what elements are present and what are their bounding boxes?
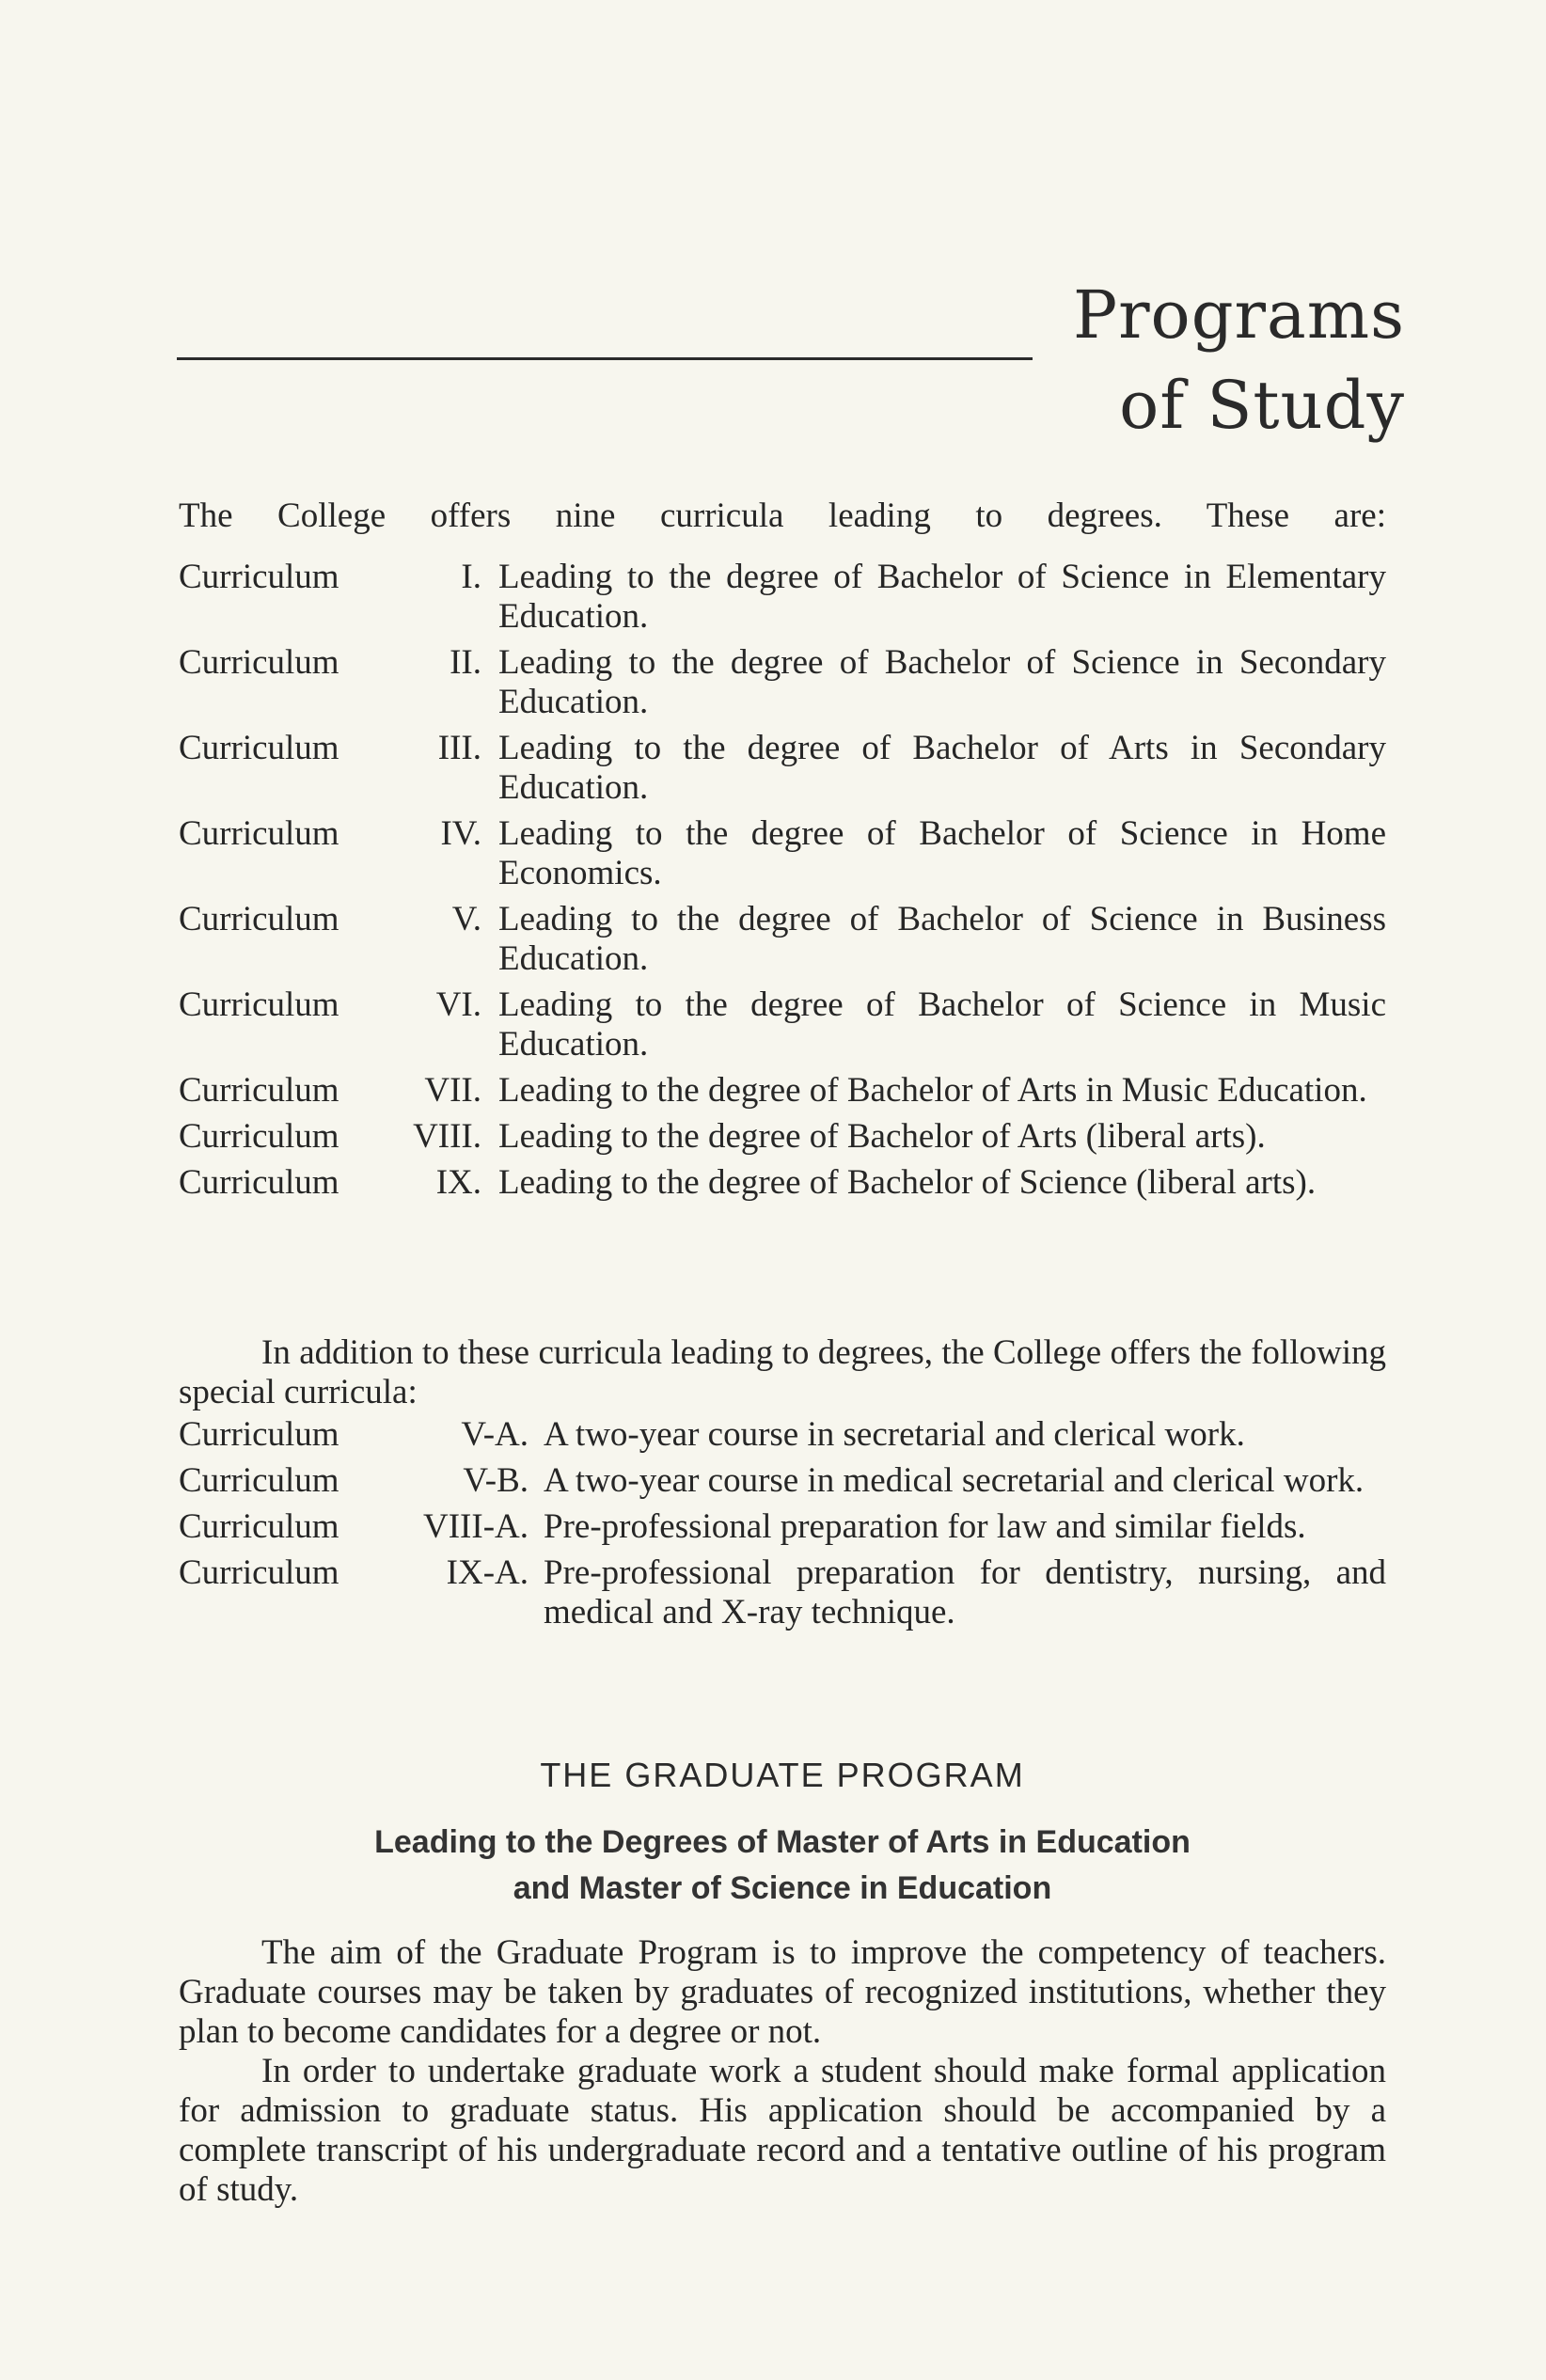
page-title-line-2: of Study xyxy=(1119,367,1405,444)
curriculum-label: Curriculum xyxy=(179,1507,339,1546)
graduate-program-title: THE GRADUATE PROGRAM xyxy=(540,1756,1025,1794)
special-curriculum-item xyxy=(179,1415,1386,1455)
curriculum-description: Leading to the degree of Bachelor of Science in Music Education. xyxy=(498,985,1386,1064)
curriculum-label: Curriculum xyxy=(179,1117,339,1156)
special-curriculum-item xyxy=(179,1507,1386,1547)
curriculum-item xyxy=(179,985,1386,1064)
curriculum-label: Curriculum xyxy=(179,1415,339,1454)
curriculum-number: VII. xyxy=(424,1071,481,1110)
curriculum-label: Curriculum xyxy=(179,814,339,853)
curriculum-description: Pre-professional preparation for dentistry, nursing, and medical and X-ray technique. xyxy=(544,1553,1386,1631)
curriculum-label: Curriculum xyxy=(179,985,339,1024)
curriculum-description: Leading to the degree of Bachelor of Science in Home Economics. xyxy=(498,814,1386,892)
curriculum-description: Leading to the degree of Bachelor of Arts (liberal arts). xyxy=(498,1117,1266,1156)
curriculum-item xyxy=(179,1163,1386,1203)
curriculum-item xyxy=(179,558,1386,637)
special-curricula-intro: In addition to these curricula leading to degrees, the College offers the following special curricula: xyxy=(179,1333,1386,1411)
curriculum-number: VI. xyxy=(435,985,481,1024)
curriculum-number: V-B. xyxy=(463,1461,528,1500)
curriculum-description: Pre-professional preparation for law and similar fields. xyxy=(544,1507,1306,1546)
special-curricula-list xyxy=(179,1415,1386,1639)
graduate-subtitle-line-1: Leading to the Degrees of Master of Arts in Education xyxy=(374,1824,1191,1860)
curriculum-item xyxy=(179,729,1386,808)
curriculum-label: Curriculum xyxy=(179,1461,339,1500)
curriculum-number: VIII-A. xyxy=(423,1507,528,1546)
special-curriculum-item xyxy=(179,1553,1386,1632)
curriculum-label: Curriculum xyxy=(179,1163,339,1202)
curriculum-description: Leading to the degree of Bachelor of Science in Secondary Education. xyxy=(498,643,1386,721)
curriculum-number: V. xyxy=(451,900,481,938)
graduate-program-subtitle xyxy=(179,1820,1386,1912)
curriculum-number: I. xyxy=(461,558,481,596)
heading-rule xyxy=(177,357,1033,360)
curriculum-number: VIII. xyxy=(413,1117,481,1156)
curriculum-item xyxy=(179,1117,1386,1157)
curriculum-number: V-A. xyxy=(461,1415,528,1454)
curriculum-description: Leading to the degree of Bachelor of Science (liberal arts). xyxy=(498,1163,1317,1202)
graduate-aim-paragraph: The aim of the Graduate Program is to improve the competency of teachers. Graduate courses may be taken by graduates of recognized institutions, whether they plan to become candidates for a degree or not. xyxy=(179,1933,1386,2051)
page-title-line-1: Programs xyxy=(1072,276,1405,354)
curriculum-item xyxy=(179,643,1386,722)
curriculum-item xyxy=(179,1071,1386,1111)
curriculum-label: Curriculum xyxy=(179,1553,339,1592)
curriculum-number: IX-A. xyxy=(446,1553,528,1592)
intro-paragraph: The College offers nine curricula leading to degrees. These are: xyxy=(179,496,1386,535)
curriculum-number: II. xyxy=(450,643,481,682)
curriculum-description: Leading to the degree of Bachelor of Arts in Music Education. xyxy=(498,1071,1367,1110)
curriculum-description: Leading to the degree of Bachelor of Science in Elementary Education. xyxy=(498,558,1386,636)
special-curriculum-item xyxy=(179,1461,1386,1501)
curriculum-label: Curriculum xyxy=(179,729,339,767)
curriculum-label: Curriculum xyxy=(179,643,339,682)
curriculum-number: IX. xyxy=(435,1163,481,1202)
curriculum-description: Leading to the degree of Bachelor of Arts in Secondary Education. xyxy=(498,729,1386,807)
curriculum-label: Curriculum xyxy=(179,1071,339,1110)
curriculum-item xyxy=(179,900,1386,979)
curriculum-number: IV. xyxy=(440,814,481,853)
curriculum-description: A two-year course in secretarial and clerical work. xyxy=(544,1415,1245,1454)
degree-curricula-list xyxy=(179,558,1386,1209)
curriculum-label: Curriculum xyxy=(179,900,339,938)
curriculum-label: Curriculum xyxy=(179,558,339,596)
curriculum-item xyxy=(179,814,1386,893)
graduate-application-paragraph: In order to undertake graduate work a student should make formal application for admission to graduate status. His application should be accompanied by a complete transcript of his undergraduate record and a tentative outline of his program of study. xyxy=(179,2052,1386,2209)
curriculum-number: III. xyxy=(437,729,481,767)
curriculum-description: A two-year course in medical secretarial and clerical work. xyxy=(544,1461,1365,1500)
graduate-subtitle-line-2: and Master of Science in Education xyxy=(513,1870,1052,1906)
curriculum-description: Leading to the degree of Bachelor of Science in Business Education. xyxy=(498,900,1386,978)
